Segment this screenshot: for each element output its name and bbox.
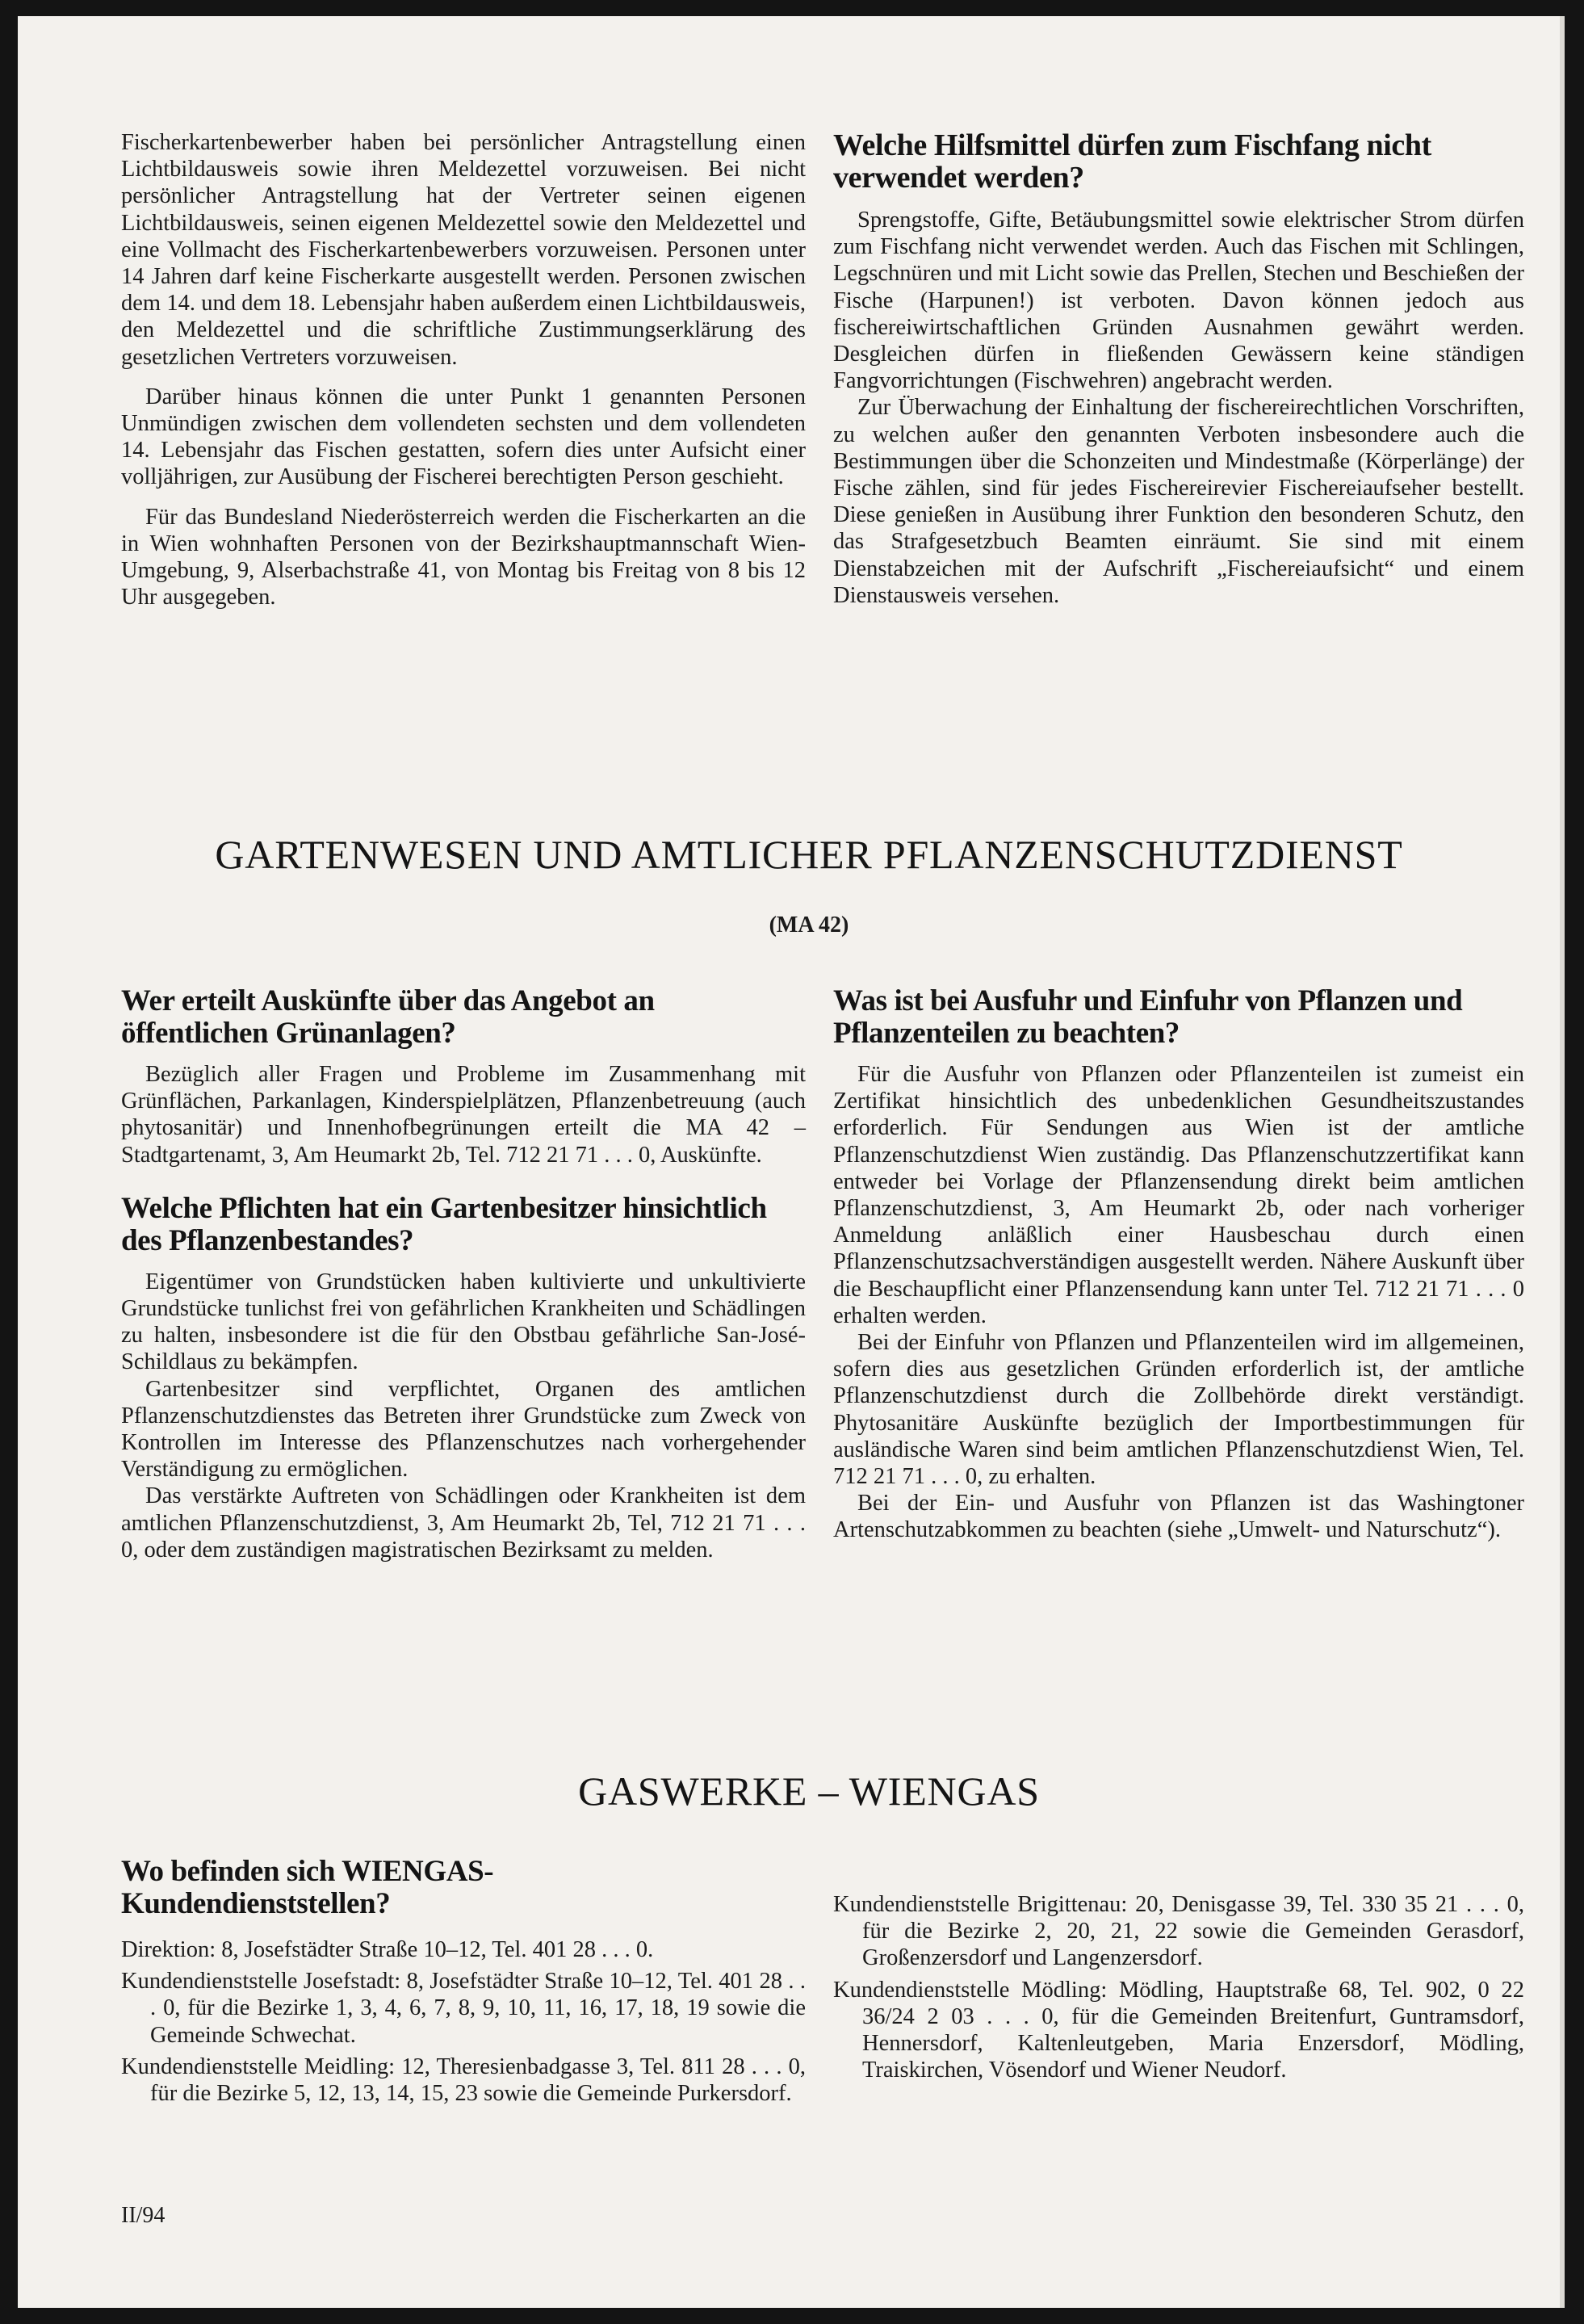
paragraph: Für die Ausfuhr von Pflanzen oder Pflanzenteilen ist zumeist ein Zertifikat hinsichtlich des unbedenklichen Gesundheitszustandes erforderlich. Für Sendungen aus Wien ist der amtliche Pflanzenschutzdienst Wien zuständig. Das Pflanzenschutzzertifikat kann entweder bei Vorlage der Pflanzensendung direkt beim amtlichen Pflanzenschutzdienst, 3, Am Heumarkt 2b, oder nach vorheriger Anmeldung anläßlich einer Hausbeschau durch einen Pflanzenschutzsachverständigen ausgestellt werden. Nähere Auskunft über die Beschaupflicht einer Pflanzensendung kann unter Tel. 712 21 71 . . . 0 erhalten werden. [833,1062,1524,1328]
paragraph: Fischerkartenbewerber haben bei persönlicher Antragstellung einen Lichtbildausweis sowie ihren Meldezettel vorzuweisen. Bei nicht persönlicher Antragstellung hat der Vertreter seinen eigenen Lichtbildausweis, seinen eigenen Meldezettel sowie den Meldezettel und eine Vollmacht des Fischerkartenbewerbers vorzuweisen. Personen unter 14 Jahren darf keine Fischerkarte ausgestellt werden. Personen zwischen dem 14. und dem 18. Lebensjahr haben außerdem einen Lichtbildausweis, den Meldezettel und die schriftliche Zustimmungserklärung des gesetzlichen Vertreters vorzuweisen. [121,130,806,370]
paragraph: Bei der Einfuhr von Pflanzen und Pflanzenteilen wird im allgemeinen, sofern dies aus gesetzlichen Gründen erforderlich ist, der amtliche Pflanzenschutzdienst durch die Zollbehörde direkt verständigt. Phytosanitäre Auskünfte bezüglich der Importbestimmungen für ausländische Waren sind beim amtlichen Pflanzenschutzdienst Wien, Tel. 712 21 71 . . . 0, zu erhalten. [833,1330,1524,1490]
fischerei-right-column [833,129,1524,609]
paragraph: Das verstärkte Auftreten von Schädlingen oder Krankheiten ist dem amtlichen Pflanzenschutzdienst, 3, Am Heumarkt 2b, Tel, 712 21 71 . . . 0, oder dem zuständigen magistratischen Bezirksamt zu melden. [121,1483,806,1563]
fischerei-left-column [121,129,806,610]
section-title: GARTENWESEN UND AMTLICHER PFLANZENSCHUTZDIENST [215,832,1403,877]
section-subtitle: (MA 42) [769,912,849,938]
section-heading: Welche Hilfsmittel dürfen zum Fischfang nicht verwendet werden? [833,128,1431,195]
gaswerke-right-column [833,1891,1524,2088]
paragraph: Bezüglich aller Fragen und Probleme im Zusammenhang mit Grünflächen, Parkanlagen, Kinderspielplätzen, Pflanzenbetreuung (auch phytosanitär) und Innenhofbegrünungen erteilt die MA 42 – Stadtgartenamt, 3, Am Heumarkt 2b, Tel. 712 21 71 . . . 0, Auskünfte. [121,1062,806,1168]
gartenwesen-right-column [833,985,1524,1544]
address-entry: Kundendienststelle Mödling: Mödling, Hauptstraße 68, Tel. 902, 0 22 36/24 2 03 . . . 0, für die Gemeinden Breitenfurt, Guntramsdorf, Hennersdorf, Kaltenleutgeben, Maria Enzersdorf, Mödling, Traiskirchen, Vösendorf und Wiener Neudorf. [833,1977,1524,2083]
paragraph: Darüber hinaus können die unter Punkt 1 genannten Personen Unmündigen zwischen dem vollendeten sechsten und dem vollendeten 14. Lebensjahr das Fischen gestatten, sofern dies unter Aufsicht einer volljährigen, zur Ausübung der Fischerei berechtigten Person geschieht. [121,384,806,490]
paragraph: Gartenbesitzer sind verpflichtet, Organen des amtlichen Pflanzenschutzdienstes das Betreten ihrer Grundstücke zum Zweck von Kontrollen im Interesse des Pflanzenschutzes nach vorhergehender Verständigung zu ermöglichen. [121,1376,806,1483]
question-heading: Was ist bei Ausfuhr und Einfuhr von Pflanzen und Pflanzenteilen zu beachten? [833,984,1463,1050]
question-heading: Welche Pflichten hat ein Gartenbesitzer hinsichtlich des Pflanzenbestandes? [121,1191,767,1257]
paragraph: Eigentümer von Grundstücken haben kultivierte und unkultivierte Grundstücke tunlichst frei von gefährlichen Krankheiten und Schädlingen zu halten, insbesondere ist die für den Obstbau gefährliche San-José-Schildlaus zu bekämpfen. [121,1269,806,1375]
address-entry: Direktion: 8, Josefstädter Straße 10–12, Tel. 401 28 . . . 0. [121,1937,654,1962]
page-edge [1560,16,1565,2308]
paragraph: Zur Überwachung der Einhaltung der fischereirechtlichen Vorschriften, zu welchen außer den genannten Verboten insbesondere auch die Bestimmungen über die Schonzeiten und Mindestmaße (Körperlänge) der Fische zählen, sind für jedes Fischereirevier Fischereiaufseher bestellt. Diese genießen in Ausübung ihrer Funktion den besonderen Schutz, den das Strafgesetzbuch Beamten einräumt. Sie sind mit einem Dienstabzeichen mit der Aufschrift „Fischereiaufsicht“ und einem Dienstausweis versehen. [833,395,1524,608]
paragraph: Sprengstoffe, Gifte, Betäubungsmittel sowie elektrischer Strom dürfen zum Fischfang nicht verwendet werden. Auch das Fischen mit Schlingen, Legschnüren und mit Licht sowie das Prellen, Stechen und Beschießen der Fische (Harpunen!) ist verboten. Davon können jedoch aus fischereiwirtschaftlichen Gründen Ausnahmen gewährt werden. Desgleichen dürfen in fließenden Gewässern keine ständigen Fangvorrichtungen (Fischwehren) angebracht werden. [833,208,1524,394]
section-title: GASWERKE – WIENGAS [578,1768,1040,1814]
paragraph: Bei der Ein- und Ausfuhr von Pflanzen ist das Washingtoner Artenschutzabkommen zu beachten (siehe „Umwelt- und Naturschutz“). [833,1491,1524,1543]
gaswerke-left-column [121,1856,806,2112]
question-heading: Wer erteilt Auskünfte über das Angebot an öffentlichen Grünanlagen? [121,984,655,1050]
gartenwesen-left-column [121,985,806,1563]
question-heading: Wo befinden sich WIENGAS-Kundendienststellen? [121,1855,494,1920]
paragraph: Für das Bundesland Niederösterreich werden die Fischerkarten an die in Wien wohnhaften Personen von der Bezirkshauptmannschaft Wien-Umgebung, 9, Alserbachstraße 41, von Montag bis Freitag von 8 bis 12 Uhr ausgegeben. [121,504,806,610]
document-page [18,16,1565,2308]
address-entry: Kundendienststelle Brigittenau: 20, Denisgasse 39, Tel. 330 35 21 . . . 0, für die Bezirke 2, 20, 21, 22 sowie die Gemeinden Gerasdorf, Großenzersdorf und Langenzersdorf. [833,1892,1524,1971]
page-code: II/94 [121,2203,166,2228]
address-entry: Kundendienststelle Meidling: 12, Theresienbadgasse 3, Tel. 811 28 . . . 0, für die Bezirke 5, 12, 13, 14, 15, 23 sowie die Gemeinde Purkersdorf. [121,2053,806,2107]
address-entry: Kundendienststelle Josefstadt: 8, Josefstädter Straße 10–12, Tel. 401 28 . . . 0, für die Bezirke 1, 3, 4, 6, 7, 8, 9, 10, 11, 16, 17, 18, 19 sowie die Gemeinde Schwechat. [121,1969,806,2048]
